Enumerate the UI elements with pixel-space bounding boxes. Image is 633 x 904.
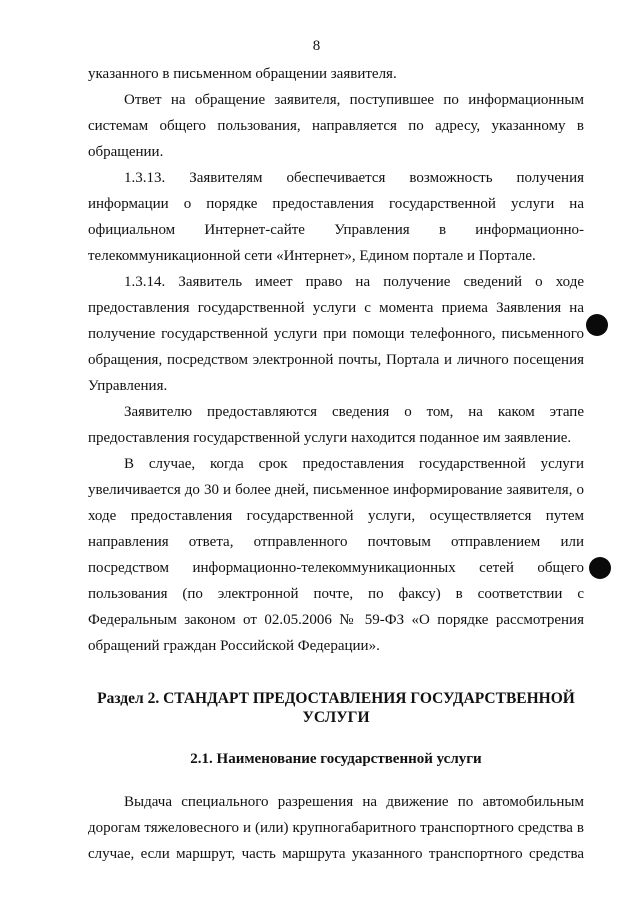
subsection-title: 2.1. Наименование государственной услуги — [190, 751, 482, 767]
section-title: Раздел 2. СТАНДАРТ ПРЕДОСТАВЛЕНИЯ ГОСУДАРСТВЕННОЙ УСЛУГИ — [97, 690, 575, 726]
paragraph-1-3-13: 1.3.13. Заявителям обеспечивается возможность получения информации о порядке предоставления государственной услуги на официальном Интернет-сайте Управления в информационно-телекоммуникационной сети «Интернет», Едином портале и Портале. — [88, 170, 584, 264]
punch-hole-mark — [586, 314, 608, 336]
paragraph-reply-info: Ответ на обращение заявителя, поступившее по информационным системам общего пользования, направляется по адресу, указанному в обращении. — [88, 92, 584, 160]
document-body — [88, 61, 584, 867]
paragraph-status-info: Заявителю предоставляются сведения о том, на каком этапе предоставления государственной услуги находится поданное им заявление. — [88, 404, 584, 446]
paragraph-1-3-14: 1.3.14. Заявитель имеет право на получение сведений о ходе предоставления государственной услуги с момента приема Заявления на получение государственной услуги при помощи телефонного, письменного обращения, посредством электронной почты, Портала и личного посещения Управления. — [88, 274, 584, 394]
paragraph-30-days: В случае, когда срок предоставления государственной услуги увеличивается до 30 и более дней, письменное информирование заявителя, о ходе предоставления государственной услуги, осуществляется путем направления ответа, отправленного почтовым отправлением или посредством информационно-телекоммуникационных сетей общего пользования (по электронной почте, по факсу) в соответствии с Федеральным законом от 02.05.2006 № 59-ФЗ «О порядке рассмотрения обращений граждан Российской Федерации». — [88, 456, 584, 654]
punch-hole-mark — [589, 557, 611, 579]
paragraph-continuation: указанного в письменном обращении заявителя. — [88, 66, 397, 82]
page-number: 8 — [312, 38, 321, 54]
paragraph-service-name: Выдача специального разрешения на движение по автомобильным дорогам тяжеловесного и (или) крупногабаритного транспортного средства в случае, если маршрут, часть маршрута указанного транспортного средства — [88, 794, 584, 862]
